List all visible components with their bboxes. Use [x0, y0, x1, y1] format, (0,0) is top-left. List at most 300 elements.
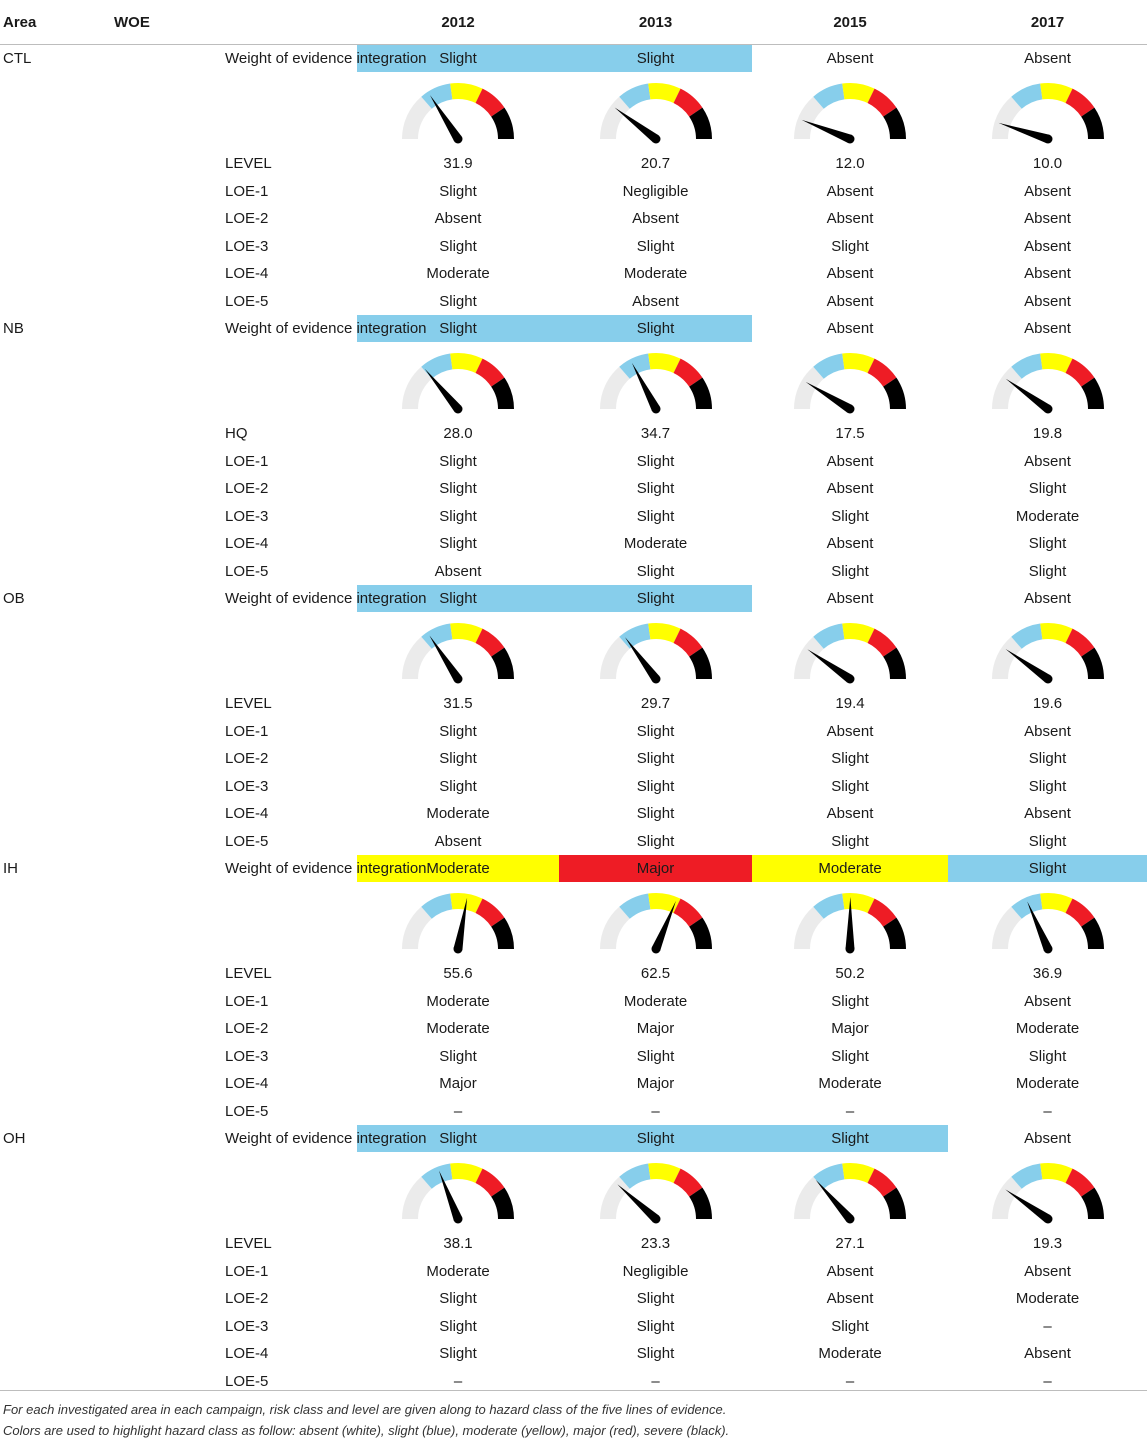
gauge-cell [559, 882, 752, 960]
loe-value: Slight [636, 777, 675, 795]
risk-gauge [790, 887, 910, 955]
footnote-line-1: For each investigated area in each campaign, risk class and level are given along to hazard class of the five lines of evidence. [3, 1402, 727, 1417]
gauge-cell [559, 342, 752, 420]
level-value: 10.0 [1032, 155, 1063, 173]
woe-class-cell: Slight [559, 585, 752, 612]
loe-value: Slight [636, 832, 675, 850]
woe-class-cell: Absent [1024, 320, 1071, 337]
loe-value: Absent [826, 452, 874, 470]
loe-value: Major [636, 1075, 675, 1093]
loe-value: Negligible [622, 1262, 689, 1280]
loe-value: Slight [439, 1345, 477, 1363]
level-spacer [0, 150, 111, 178]
level-value: 17.5 [835, 425, 865, 443]
loe-value: Absent [1024, 992, 1071, 1010]
loe-value: Slight [439, 182, 477, 200]
loe-spacer [0, 1015, 111, 1043]
loe-row [0, 1043, 1147, 1071]
gauge-cell [752, 72, 948, 150]
loe-value: Slight [636, 750, 675, 768]
risk-gauge [398, 77, 518, 145]
loe-row [0, 205, 1147, 233]
loe-value: Slight [831, 777, 869, 795]
level-value: 12.0 [835, 155, 865, 173]
loe-row [0, 773, 1147, 801]
loe-value: Slight [636, 452, 675, 470]
loe-value: Slight [831, 992, 869, 1010]
gauge-cell [357, 72, 559, 150]
loe-value: Slight [439, 1290, 477, 1308]
loe-value: Moderate [818, 1075, 882, 1093]
loe-value: – [453, 1372, 463, 1390]
loe-spacer [0, 260, 111, 288]
gauge-needle [430, 95, 462, 141]
gauge-row-spacer [0, 882, 111, 960]
loe-value: Slight [636, 805, 675, 823]
loe-spacer [0, 178, 111, 206]
gauge-row-spacer [111, 342, 357, 420]
loe-value: Moderate [1015, 1290, 1080, 1308]
loe-value: Moderate [426, 805, 490, 823]
woe-row-oh [0, 1125, 1147, 1152]
gauge-cell [752, 612, 948, 690]
level-spacer [0, 420, 111, 448]
level-spacer [0, 690, 111, 718]
loe-label: LOE-5 [225, 562, 269, 580]
level-value: 29.7 [640, 695, 671, 713]
loe-value: Absent [1024, 452, 1071, 470]
loe-row [0, 800, 1147, 828]
loe-spacer [0, 745, 111, 773]
risk-gauge [398, 887, 518, 955]
level-value: 55.6 [443, 965, 473, 983]
loe-value: – [845, 1372, 855, 1390]
loe-value: Major [439, 1075, 477, 1093]
risk-gauge [988, 1157, 1108, 1225]
loe-value: Slight [636, 480, 675, 498]
loe-label: LOE-1 [225, 722, 269, 740]
loe-value: – [453, 1102, 463, 1120]
loe-value: Slight [636, 1290, 675, 1308]
loe-row [0, 233, 1147, 261]
level-value: 38.1 [443, 1235, 473, 1253]
loe-value: Slight [1028, 777, 1067, 795]
loe-value: Slight [439, 237, 477, 255]
woe-class-cell: Slight [357, 1125, 559, 1152]
woe-class-cell: Absent [1024, 590, 1071, 607]
loe-value: Slight [636, 562, 675, 580]
loe-value: Absent [1024, 237, 1071, 255]
loe-row [0, 988, 1147, 1016]
loe-label: LOE-5 [225, 292, 269, 310]
year-header-2015: 2015 [752, 0, 948, 45]
gauge-hub [651, 1215, 660, 1224]
woe-class-cell: Slight [357, 585, 559, 612]
loe-value: Slight [636, 507, 675, 525]
loe-row [0, 1285, 1147, 1313]
loe-value: Slight [831, 237, 869, 255]
risk-gauge [398, 1157, 518, 1225]
loe-value: – [651, 1372, 660, 1390]
level-label: HQ [225, 425, 248, 443]
loe-value: Slight [439, 1047, 477, 1065]
loe-label: LOE-2 [225, 1020, 269, 1038]
woe-label: Weight of evidence integration [225, 860, 427, 877]
level-value: 19.4 [835, 695, 865, 713]
risk-gauge [988, 617, 1108, 685]
loe-value: Slight [831, 750, 869, 768]
loe-label: LOE-5 [225, 1102, 269, 1120]
woe-header-cell [0, 0, 357, 45]
loe-spacer [0, 233, 111, 261]
gauge-row [0, 72, 1147, 150]
loe-value: Slight [439, 507, 477, 525]
loe-value: Absent [434, 832, 482, 850]
loe-value: Slight [1028, 832, 1067, 850]
woe-label: Weight of evidence integration [225, 590, 427, 607]
loe-value: Absent [1024, 1345, 1071, 1363]
loe-value: Absent [632, 292, 679, 310]
gauge-hub [454, 945, 463, 954]
loe-value: Slight [1028, 750, 1067, 768]
loe-value: – [845, 1102, 855, 1120]
loe-label: LOE-3 [225, 1317, 269, 1335]
loe-value: Slight [636, 1345, 675, 1363]
gauge-hub [454, 135, 463, 144]
gauge-hub [846, 405, 855, 414]
level-row [0, 690, 1147, 718]
loe-label: LOE-1 [225, 452, 269, 470]
level-label: LEVEL [225, 965, 272, 983]
loe-spacer [0, 475, 111, 503]
header-row [0, 0, 1147, 45]
gauge-hub [651, 945, 660, 954]
loe-value: Moderate [426, 265, 490, 283]
loe-value: Slight [1028, 562, 1067, 580]
gauge-cell [948, 882, 1147, 960]
loe-value: Slight [831, 562, 869, 580]
loe-value: Moderate [818, 1345, 882, 1363]
gauge-cell [357, 612, 559, 690]
loe-row [0, 1340, 1147, 1368]
gauge-hub [454, 675, 463, 684]
risk-gauge [596, 347, 716, 415]
woe-label: Weight of evidence integration [225, 1130, 427, 1147]
loe-value: Moderate [1015, 507, 1080, 525]
loe-value: Absent [826, 292, 874, 310]
risk-gauge [790, 347, 910, 415]
woe-class-cell: Absent [826, 590, 874, 607]
gauge-row [0, 882, 1147, 960]
gauge-hub [1043, 945, 1052, 954]
level-value: 23.3 [640, 1235, 671, 1253]
woe-row-ob [0, 585, 1147, 612]
loe-label: LOE-3 [225, 237, 269, 255]
loe-value: Slight [636, 1317, 675, 1335]
loe-value: Slight [439, 480, 477, 498]
loe-label: LOE-1 [225, 1262, 269, 1280]
gauge-hub [454, 405, 463, 414]
level-value: 19.3 [1032, 1235, 1063, 1253]
woe-class-cell: Moderate [752, 855, 948, 882]
gauge-cell [948, 1152, 1147, 1230]
loe-value: – [1043, 1317, 1052, 1335]
loe-value: Moderate [623, 992, 688, 1010]
loe-row [0, 1313, 1147, 1341]
loe-label: LOE-2 [225, 1290, 269, 1308]
loe-value: Absent [1024, 210, 1071, 228]
gauge-hub [1043, 135, 1052, 144]
woe-class-cell: Absent [826, 320, 874, 337]
level-value: 20.7 [640, 155, 671, 173]
loe-value: Absent [1024, 182, 1071, 200]
gauge-needle [806, 382, 853, 413]
loe-label: LOE-1 [225, 992, 269, 1010]
loe-value: – [1043, 1372, 1052, 1390]
woe-class-cell: Absent [1024, 1130, 1071, 1147]
loe-spacer [0, 1340, 111, 1368]
risk-gauge [988, 347, 1108, 415]
gauge-cell [948, 72, 1147, 150]
loe-label: LOE-3 [225, 507, 269, 525]
risk-gauge [790, 77, 910, 145]
area-header: Area [3, 13, 37, 31]
loe-spacer [0, 828, 111, 856]
loe-value: Moderate [623, 535, 688, 553]
gauge-hub [846, 135, 855, 144]
gauge-row [0, 612, 1147, 690]
gauge-row-spacer [0, 1152, 111, 1230]
loe-label: LOE-4 [225, 535, 269, 553]
risk-gauge [398, 617, 518, 685]
risk-gauge [398, 347, 518, 415]
level-value: 36.9 [1032, 965, 1063, 983]
loe-value: Absent [826, 210, 874, 228]
loe-row [0, 288, 1147, 316]
loe-value: Absent [826, 535, 874, 553]
risk-gauge [988, 77, 1108, 145]
loe-row [0, 530, 1147, 558]
level-label: LEVEL [225, 695, 272, 713]
gauge-hub [651, 405, 660, 414]
gauge-row-spacer [111, 882, 357, 960]
level-value: 19.8 [1032, 425, 1063, 443]
loe-spacer [0, 718, 111, 746]
level-value: 31.5 [443, 695, 473, 713]
gauge-row-spacer [0, 612, 111, 690]
loe-spacer [0, 205, 111, 233]
risk-gauge [596, 1157, 716, 1225]
area-name: CTL [3, 50, 32, 67]
loe-spacer [0, 1285, 111, 1313]
loe-spacer [0, 558, 111, 586]
loe-value: Slight [439, 452, 477, 470]
gauge-row [0, 342, 1147, 420]
loe-row [0, 745, 1147, 773]
woe-row-ih [0, 855, 1147, 882]
loe-value: Absent [1024, 1262, 1071, 1280]
level-row [0, 150, 1147, 178]
level-label: LEVEL [225, 1235, 272, 1253]
loe-row [0, 1015, 1147, 1043]
gauge-hub [846, 945, 855, 954]
loe-value: Slight [1028, 480, 1067, 498]
gauge-cell [752, 1152, 948, 1230]
loe-spacer [0, 800, 111, 828]
level-value: 62.5 [640, 965, 671, 983]
loe-spacer [0, 448, 111, 476]
loe-spacer [0, 1070, 111, 1098]
loe-label: LOE-2 [225, 480, 269, 498]
loe-value: Absent [826, 1290, 874, 1308]
loe-spacer [0, 988, 111, 1016]
loe-label: LOE-3 [225, 777, 269, 795]
woe-class-cell: Slight [752, 1125, 948, 1152]
level-value: 31.9 [443, 155, 473, 173]
loe-spacer [0, 530, 111, 558]
woe-class-cell: Slight [357, 45, 559, 73]
loe-value: Slight [439, 777, 477, 795]
loe-label: LOE-4 [225, 1075, 269, 1093]
area-name: OB [3, 590, 25, 607]
loe-value: Absent [1024, 265, 1071, 283]
woe-class-cell: Major [559, 855, 752, 882]
loe-spacer [0, 1258, 111, 1286]
loe-row [0, 503, 1147, 531]
woe-row-ctl [0, 45, 1147, 73]
loe-value: Slight [439, 535, 477, 553]
gauge-cell [559, 72, 752, 150]
gauge-cell [948, 612, 1147, 690]
loe-value: – [651, 1102, 660, 1120]
area-name: OH [3, 1130, 26, 1147]
loe-label: LOE-5 [225, 1372, 269, 1390]
loe-value: Slight [636, 237, 675, 255]
loe-value: Slight [831, 832, 869, 850]
gauge-hub [846, 1215, 855, 1224]
woe-class-cell: Slight [357, 315, 559, 342]
loe-value: Absent [826, 805, 874, 823]
loe-value: Absent [434, 210, 482, 228]
level-label: LEVEL [225, 155, 272, 173]
loe-label: LOE-1 [225, 182, 269, 200]
loe-label: LOE-4 [225, 1345, 269, 1363]
gauge-cell [948, 342, 1147, 420]
loe-value: Major [636, 1020, 675, 1038]
loe-value: Absent [826, 182, 874, 200]
level-spacer [0, 960, 111, 988]
gauge-row-spacer [0, 342, 111, 420]
loe-value: Slight [439, 292, 477, 310]
risk-gauge [988, 887, 1108, 955]
loe-spacer [0, 1313, 111, 1341]
loe-value: Absent [1024, 722, 1071, 740]
loe-value: Slight [439, 750, 477, 768]
loe-value: Moderate [426, 992, 490, 1010]
loe-value: Slight [831, 507, 869, 525]
loe-row [0, 178, 1147, 206]
loe-spacer [0, 288, 111, 316]
level-row [0, 960, 1147, 988]
loe-value: Slight [636, 1047, 675, 1065]
loe-label: LOE-2 [225, 750, 269, 768]
area-name: NB [3, 320, 24, 337]
loe-value: Slight [831, 1047, 869, 1065]
level-value: 27.1 [835, 1235, 865, 1253]
loe-value: Slight [1028, 535, 1067, 553]
level-value: 50.2 [835, 965, 865, 983]
gauge-row-spacer [0, 72, 111, 150]
woe-class-cell: Moderate [357, 855, 559, 882]
woe-class-cell: Absent [826, 50, 874, 67]
gauge-hub [651, 675, 660, 684]
loe-row [0, 828, 1147, 856]
gauge-row-spacer [111, 612, 357, 690]
year-header-2013: 2013 [559, 0, 752, 45]
gauge-hub [1043, 405, 1052, 414]
loe-label: LOE-3 [225, 1047, 269, 1065]
loe-value: Absent [826, 265, 874, 283]
loe-label: LOE-4 [225, 805, 269, 823]
risk-gauge [596, 887, 716, 955]
woe-class-cell: Slight [559, 1125, 752, 1152]
loe-value: Slight [439, 1317, 477, 1335]
gauge-cell [559, 612, 752, 690]
risk-gauge [596, 617, 716, 685]
loe-label: LOE-2 [225, 210, 269, 228]
loe-value: Absent [632, 210, 679, 228]
gauge-hub [1043, 675, 1052, 684]
area-name: IH [3, 860, 18, 877]
loe-row [0, 448, 1147, 476]
woe-header: WOE [114, 13, 150, 31]
loe-value: Slight [439, 722, 477, 740]
loe-row [0, 1070, 1147, 1098]
woe-label: Weight of evidence integration [225, 320, 427, 337]
gauge-needle [429, 636, 461, 682]
loe-row [0, 558, 1147, 586]
loe-value: – [1043, 1102, 1052, 1120]
loe-value: Moderate [623, 265, 688, 283]
loe-value: Moderate [1015, 1020, 1080, 1038]
gauge-hub [454, 1215, 463, 1224]
loe-row [0, 260, 1147, 288]
woe-row-nb [0, 315, 1147, 342]
loe-value: Absent [434, 562, 482, 580]
woe-class-cell: Absent [1024, 50, 1071, 67]
loe-label: LOE-5 [225, 832, 269, 850]
gauge-cell [752, 342, 948, 420]
woe-label: Weight of evidence integration [225, 50, 427, 67]
loe-value: Moderate [1015, 1075, 1080, 1093]
loe-row [0, 718, 1147, 746]
loe-value: Absent [1024, 805, 1071, 823]
loe-value: Moderate [426, 1262, 490, 1280]
gauge-row-spacer [111, 72, 357, 150]
year-header-2012: 2012 [357, 0, 559, 45]
loe-spacer [0, 503, 111, 531]
table-footnote [0, 1390, 1147, 1441]
risk-gauge [790, 617, 910, 685]
gauge-cell [559, 1152, 752, 1230]
risk-gauge [596, 77, 716, 145]
risk-gauge [790, 1157, 910, 1225]
loe-value: Slight [1028, 1047, 1067, 1065]
table-body [0, 45, 1147, 1396]
gauge-cell [357, 882, 559, 960]
loe-label: LOE-4 [225, 265, 269, 283]
gauge-cell [752, 882, 948, 960]
